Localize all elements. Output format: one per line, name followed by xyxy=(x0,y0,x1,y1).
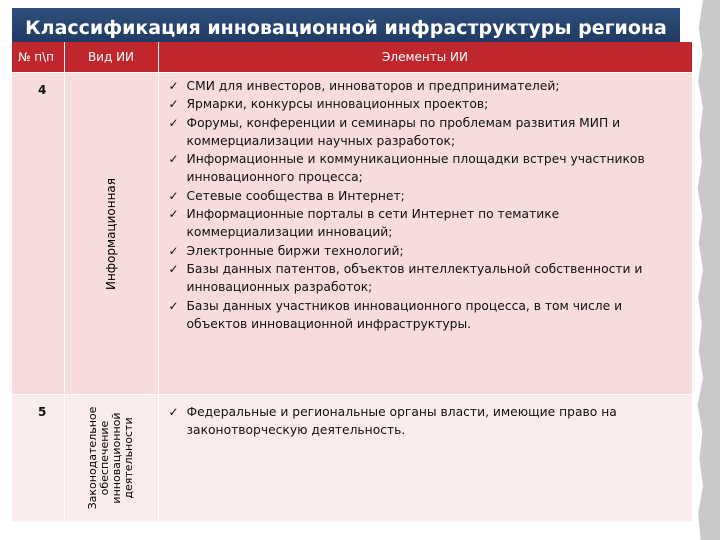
row-number: 4 xyxy=(12,73,64,395)
checkmark-icon: ✓ xyxy=(168,243,179,258)
table-header-row xyxy=(12,42,692,73)
list-item-text: Ярмарки, конкурсы инновационных проектов; xyxy=(186,97,489,112)
list-item xyxy=(169,95,682,113)
header-elements: Элементы ИИ xyxy=(158,42,692,73)
page-edge-strip xyxy=(697,0,720,540)
list-item xyxy=(169,205,682,242)
checkmark-icon: ✓ xyxy=(168,261,179,276)
list-item xyxy=(169,242,682,260)
list-item xyxy=(169,187,682,205)
checkmark-icon: ✓ xyxy=(168,405,179,419)
list-item-text: Информационные и коммуникационные площадки встреч участников инновационного процесса; xyxy=(186,152,645,185)
row-kind xyxy=(64,73,158,395)
row-kind-label: Информационная xyxy=(104,177,118,290)
row-kind-label xyxy=(87,406,135,509)
row-kind-label-line: инновационной xyxy=(110,412,123,504)
list-item xyxy=(169,150,682,187)
header-kind: Вид ИИ xyxy=(64,42,158,73)
header-number: № п\п xyxy=(12,42,64,73)
classification-table xyxy=(12,42,693,521)
elements-list xyxy=(159,73,692,341)
checkmark-icon: ✓ xyxy=(168,188,179,203)
table-row xyxy=(12,395,692,521)
list-item xyxy=(169,297,682,334)
checkmark-icon: ✓ xyxy=(168,298,179,313)
list-item-text: Федеральные и региональные органы власти, имеющие право на законотворческую деятельность. xyxy=(186,405,617,438)
list-item-text: Информационные порталы в сети Интернет по тематике коммерциализации инноваций; xyxy=(186,207,560,240)
page-title: Классификация инновационной инфраструктуры региона xyxy=(25,17,667,39)
list-item xyxy=(169,77,682,95)
row-number: 5 xyxy=(12,395,64,521)
checkmark-icon: ✓ xyxy=(168,79,179,93)
checkmark-icon: ✓ xyxy=(168,97,179,112)
row-kind-label-line: Законодательное xyxy=(86,406,99,510)
list-item-text: Электронные биржи технологий; xyxy=(186,243,404,258)
row-elements xyxy=(158,73,692,395)
list-item-text: СМИ для инвесторов, инноваторов и предпринимателей; xyxy=(186,79,560,93)
list-item xyxy=(169,260,682,297)
list-item-text: Сетевые сообщества в Интернет; xyxy=(186,188,405,203)
row-kind-label-line: обеспечение xyxy=(98,420,111,496)
table-row xyxy=(12,73,692,395)
list-item-text: Форумы, конференции и семинары по проблемам развития МИП и коммерциализации научных разработок; xyxy=(186,115,621,148)
row-kind xyxy=(64,395,158,521)
checkmark-icon: ✓ xyxy=(168,152,179,167)
list-item-text: Базы данных патентов, объектов интеллектуальной собственности и инновационных разработок; xyxy=(186,261,643,295)
torn-edge xyxy=(697,0,703,540)
checkmark-icon: ✓ xyxy=(168,207,179,222)
list-item-text: Базы данных участников инновационного процесса, в том числе и объектов инновационной инфраструктуры. xyxy=(186,298,623,331)
checkmark-icon: ✓ xyxy=(168,115,179,130)
elements-list xyxy=(159,395,692,448)
list-item xyxy=(169,403,682,440)
row-kind-label-line: деятельности xyxy=(122,417,135,499)
list-item xyxy=(169,114,682,151)
row-elements xyxy=(158,395,692,521)
